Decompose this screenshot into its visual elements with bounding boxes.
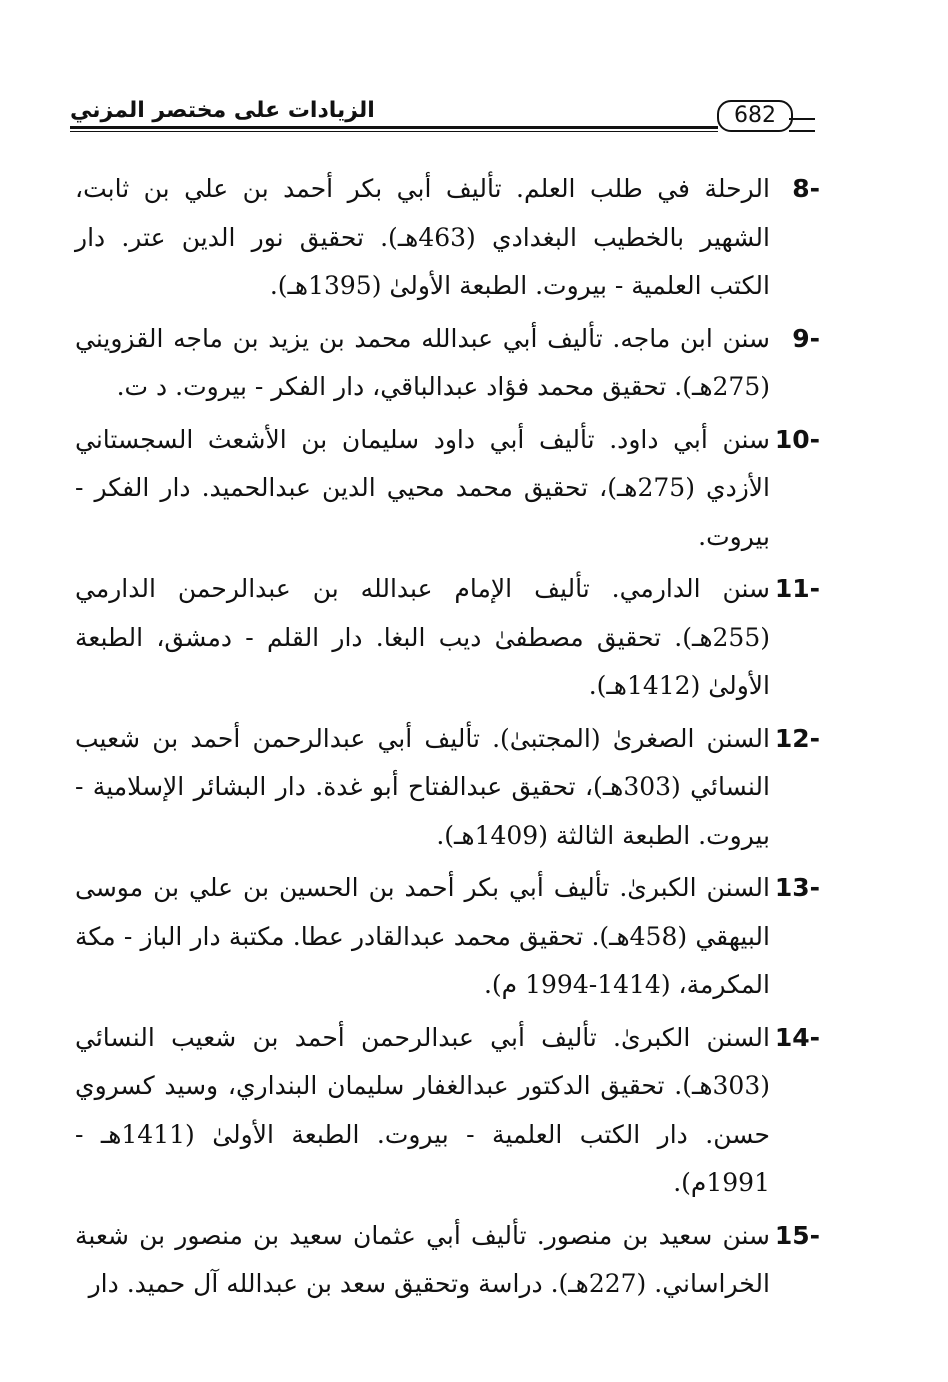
entry-number: 13- bbox=[774, 873, 820, 902]
entry-text: السنن الصغرىٰ (المجتبىٰ). تأليف أبي عبدالرحمن أحمد بن شعيب النسائي (303هـ)، تحقيق عبدالفتاح أبو غدة. دار البشائر الإسلامية - بيروت. الطبعة الثالثة (1409هـ). bbox=[75, 723, 770, 850]
bibliography-list bbox=[75, 165, 820, 1313]
page-header bbox=[70, 96, 815, 136]
entry-text: الرحلة في طلب العلم. تأليف أبي بكر أحمد بن علي بن ثابت، الشهير بالخطيب البغدادي (463هـ). تحقيق نور الدين عتر. دار الكتب العلمية - بيروت. الطبعة الأولىٰ (1395هـ). bbox=[75, 174, 770, 300]
entry-number: 14- bbox=[774, 1022, 820, 1052]
bibliography-entry bbox=[75, 315, 820, 412]
page-number: 682 bbox=[717, 100, 793, 132]
header-rule bbox=[70, 126, 718, 132]
bibliography-entry bbox=[75, 1212, 820, 1309]
header-rule-tail bbox=[789, 118, 815, 132]
entry-text: السنن الكبرىٰ. تأليف أبي بكر أحمد بن الحسين بن علي بن موسى البيهقي (458هـ). تحقيق محمد عبدالقادر عطا. مكتبة دار الباز - مكة المكرمة، (1414-1994 م). bbox=[75, 873, 770, 999]
running-title: الزيادات على مختصر المزني bbox=[70, 98, 375, 123]
entry-number: 12- bbox=[774, 723, 820, 753]
entry-text: سنن أبي داود. تأليف أبي داود سليمان بن الأشعث السجستاني الأزدي (275هـ)، تحقيق محمد محيي الدين عبدالحميد. دار الفكر - بيروت. bbox=[75, 424, 770, 551]
bibliography-entry bbox=[75, 165, 820, 311]
entry-text: السنن الكبرىٰ. تأليف أبي عبدالرحمن أحمد بن شعيب النسائي (303هـ). تحقيق الدكتور عبدالغفار سليمان البنداري، وسيد كسروي حسن. دار الكتب العلمية - بيروت. الطبعة الأولىٰ (1411هـ - 1991م). bbox=[75, 1022, 770, 1197]
entry-number: 15- bbox=[774, 1220, 820, 1250]
bibliography-entry bbox=[75, 715, 820, 861]
bibliography-entry bbox=[75, 864, 820, 1010]
entry-text: سنن الدارمي. تأليف الإمام عبدالله بن عبدالرحمن الدارمي (255هـ). تحقيق مصطفىٰ ديب البغا. دار القلم - دمشق، الطبعة الأولىٰ (1412هـ). bbox=[75, 574, 770, 700]
entry-number: 11- bbox=[774, 574, 820, 603]
bibliography-entry bbox=[75, 1014, 820, 1208]
bibliography-entry bbox=[75, 565, 820, 711]
entry-text: سنن ابن ماجه. تأليف أبي عبدالله محمد بن يزيد بن ماجه القزويني (275هـ). تحقيق محمد فؤاد عبدالباقي، دار الفكر - بيروت. د ت. bbox=[75, 323, 770, 401]
entry-number: 10- bbox=[774, 424, 820, 454]
entry-number: 9- bbox=[792, 323, 820, 353]
bibliography-entry bbox=[75, 416, 820, 562]
entry-text: سنن سعيد بن منصور. تأليف أبي عثمان سعيد بن منصور بن شعبة الخراساني. (227هـ). دراسة وتحقيق سعد بن عبدالله آل حميد. دار bbox=[75, 1220, 770, 1298]
entry-number: 8- bbox=[792, 174, 820, 203]
